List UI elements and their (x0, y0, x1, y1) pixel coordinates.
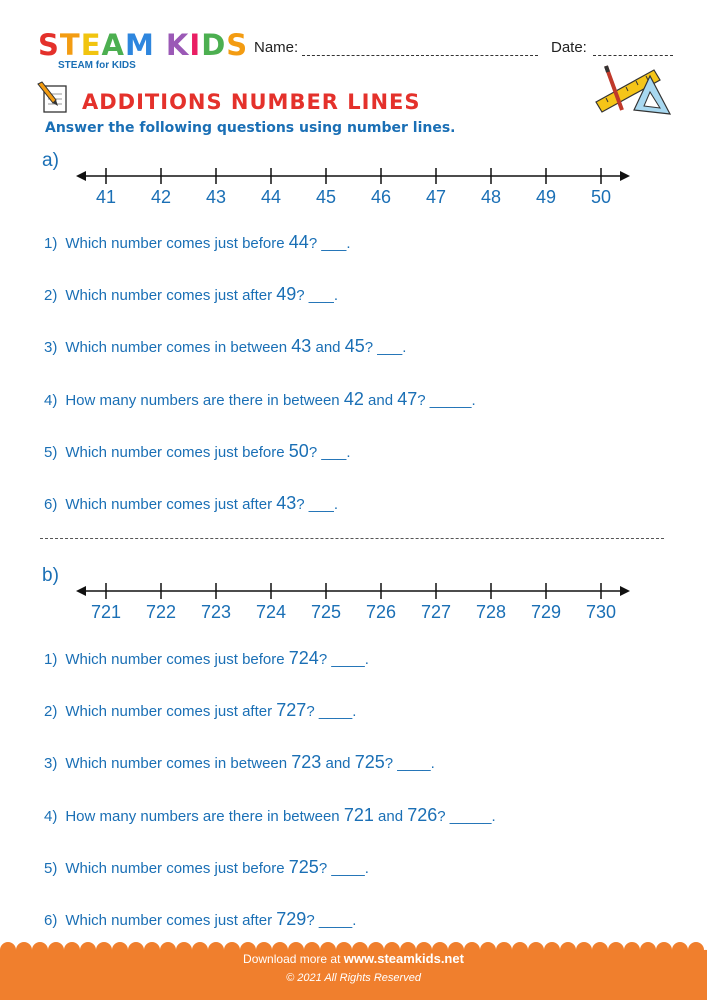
question-text: Which number comes just before (65, 443, 289, 461)
question-number: 1) (44, 235, 58, 252)
worksheet-pencil-icon (36, 80, 70, 114)
question-text: ? ___. (308, 235, 351, 252)
logo-wordmark (38, 30, 248, 60)
question-number: 4) (44, 807, 58, 825)
section-a-question (44, 336, 406, 357)
question-value: 729 (276, 909, 307, 929)
number-line-b (0, 575, 707, 635)
question-text: and (311, 339, 345, 357)
question-text: ? ____. (306, 703, 357, 721)
number-line-a-tick-label: 48 (480, 187, 502, 207)
question-number: 2) (44, 287, 58, 305)
steam-kids-logo (38, 30, 248, 72)
number-line-a-tick-label: 45 (315, 187, 337, 207)
question-number: 3) (44, 755, 58, 773)
logo-tagline: STEAM for KIDS (58, 60, 136, 71)
section-b-question (44, 805, 496, 826)
number-line-b-tick-label: 723 (200, 602, 232, 622)
question-text: and (363, 391, 398, 409)
section-b-question (44, 752, 435, 773)
question-value: 42 (343, 388, 364, 409)
question-number: 2) (44, 703, 58, 721)
footer-download-text (0, 951, 707, 966)
number-line-a-tick-label: 43 (205, 187, 227, 207)
question-number: 5) (44, 859, 58, 877)
question-text: Which number comes just before (65, 651, 289, 668)
question-text: Which number comes just before (65, 859, 289, 877)
question-text: Which number comes just after (65, 287, 277, 305)
footer-banner (0, 940, 707, 1000)
question-text: ? _____. (417, 391, 476, 409)
question-value: 49 (276, 284, 297, 305)
logo-letter: K (165, 28, 190, 62)
number-line-a-tick-label: 42 (150, 187, 172, 207)
logo-letter: M (124, 28, 155, 62)
logo-letter (155, 28, 166, 62)
number-line-b-tick-label: 728 (475, 602, 507, 622)
question-text: and (321, 755, 355, 773)
section-a-question (44, 493, 338, 514)
question-text: ? ____. (306, 912, 357, 929)
logo-letter: S (38, 28, 60, 62)
question-text: ? ____. (318, 859, 369, 877)
number-line-a-tick-label: 47 (425, 187, 447, 207)
section-a-question (44, 232, 351, 253)
section-b-question (44, 648, 369, 669)
footer-download-label: Download more at (243, 952, 344, 966)
section-a-question (44, 389, 476, 410)
question-value: 724 (288, 648, 319, 668)
question-text: Which number comes just after (65, 912, 277, 929)
question-text: ? ____. (384, 755, 435, 773)
section-b-question (44, 700, 356, 721)
logo-letter: S (226, 28, 249, 62)
number-line-b-tick-label: 727 (420, 602, 452, 622)
question-value: 50 (288, 440, 309, 461)
date-label: Date: (551, 39, 587, 56)
question-number: 6) (44, 912, 58, 929)
number-line-a-tick-label: 46 (370, 187, 392, 207)
section-b-question (44, 857, 369, 878)
instructions-text: Answer the following questions using number lines. (45, 120, 456, 136)
question-value: 43 (291, 336, 312, 357)
logo-letter: I (189, 28, 202, 62)
question-text: ? ___. (296, 496, 339, 513)
question-number: 1) (44, 651, 58, 668)
number-line-a-tick-label: 44 (260, 187, 282, 207)
number-line-a-tick-label: 41 (95, 187, 117, 207)
question-number: 4) (44, 391, 58, 409)
question-text: ? ___. (296, 287, 339, 305)
section-b-label: b) (42, 565, 59, 586)
number-line-b-tick-label: 724 (255, 602, 287, 622)
question-text: ? ___. (364, 339, 407, 357)
logo-letter: E (80, 28, 102, 62)
logo-letter: A (101, 28, 125, 62)
question-value: 726 (407, 804, 438, 825)
number-line-b-tick-label: 725 (310, 602, 342, 622)
question-text: Which number comes in between (65, 755, 292, 773)
question-number: 3) (44, 339, 58, 357)
question-text: How many numbers are there in between (65, 391, 344, 409)
section-a-question (44, 284, 338, 305)
number-line-b-tick-label: 726 (365, 602, 397, 622)
question-value: 725 (354, 752, 385, 773)
question-value: 725 (288, 856, 319, 877)
question-text: Which number comes just after (65, 496, 277, 513)
question-text: Which number comes in between (65, 339, 292, 357)
number-line-a-tick-label: 49 (535, 187, 557, 207)
question-text: Which number comes just before (65, 235, 289, 252)
question-value: 727 (276, 700, 307, 721)
section-a-question (44, 441, 351, 462)
number-line-a-tick-label: 50 (590, 187, 612, 207)
question-value: 45 (344, 336, 365, 357)
question-value: 723 (291, 752, 322, 773)
footer-site-link[interactable]: www.steamkids.net (343, 951, 464, 966)
name-label: Name: (254, 39, 299, 56)
number-line-b-tick-label: 730 (585, 602, 617, 622)
question-value: 44 (288, 232, 309, 252)
worksheet-title: ADDITIONS NUMBER LINES (82, 90, 421, 114)
name-field[interactable] (302, 55, 538, 56)
ruler-triangle-icon (582, 62, 674, 118)
question-number: 6) (44, 496, 58, 513)
question-text: How many numbers are there in between (65, 807, 344, 825)
section-divider (40, 538, 664, 539)
question-number: 5) (44, 443, 58, 461)
question-text: ? ____. (318, 651, 369, 668)
logo-letter: T (59, 28, 81, 62)
number-line-b-tick-label: 729 (530, 602, 562, 622)
question-text: ? ___. (308, 443, 351, 461)
footer-copyright: © 2021 All Rights Reserved (286, 972, 421, 984)
question-value: 721 (343, 804, 374, 825)
logo-letter: D (201, 28, 227, 62)
question-text: Which number comes just after (65, 703, 277, 721)
section-a-label: a) (42, 150, 59, 171)
number-line-b-tick-label: 722 (145, 602, 177, 622)
number-line-a (0, 160, 707, 220)
question-text: ? _____. (437, 807, 496, 825)
date-field[interactable] (593, 55, 673, 56)
section-b-question (44, 909, 356, 930)
question-value: 47 (397, 388, 418, 409)
question-text: and (373, 807, 408, 825)
question-value: 43 (276, 493, 297, 513)
number-line-b-tick-label: 721 (90, 602, 122, 622)
